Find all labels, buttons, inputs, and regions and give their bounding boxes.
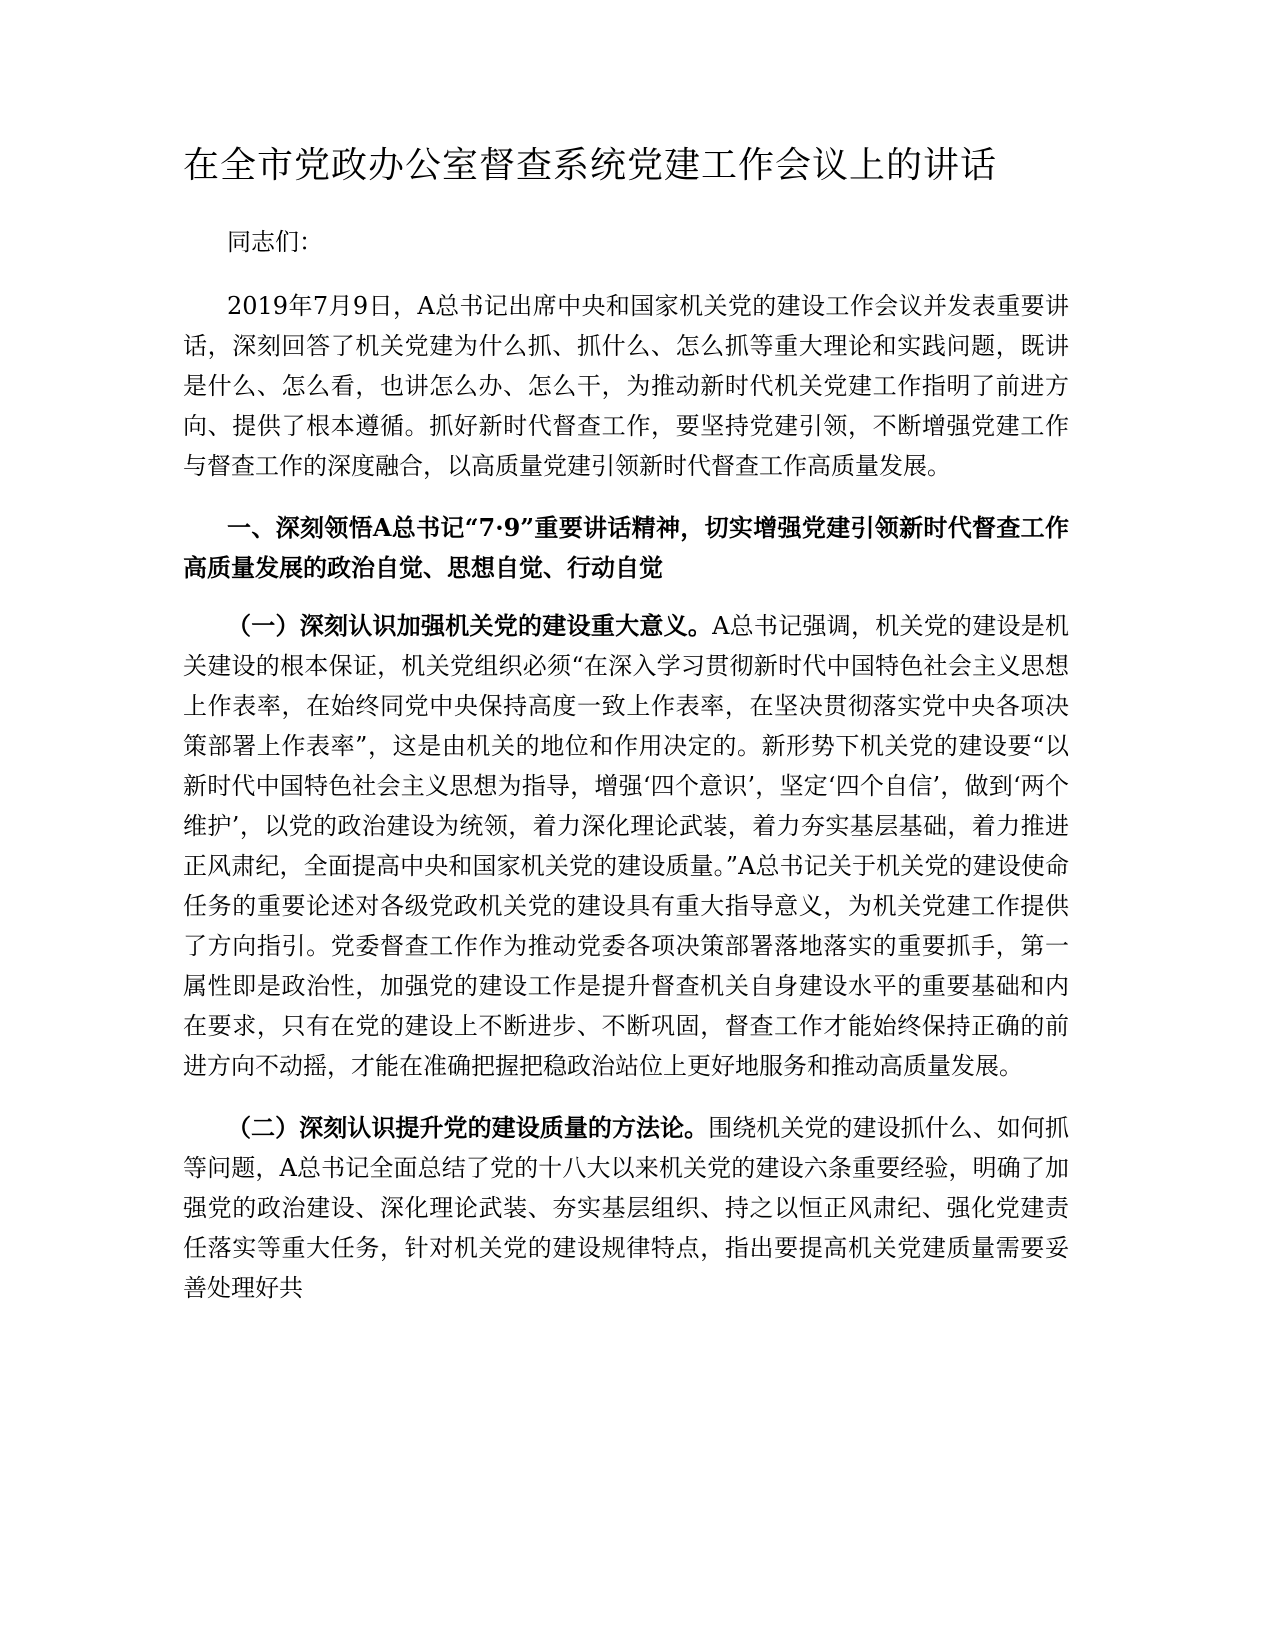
section-1-heading: 一、深刻领悟A总书记“7·9”重要讲话精神，切实增强党建引领新时代督查工作高质量发展的政治自觉、思想自觉、行动自觉	[183, 513, 1069, 582]
document-title: 在全市党政办公室督查系统党建工作会议上的讲话	[183, 145, 998, 186]
subsection-1-paragraph	[183, 606, 1069, 1086]
subsection-1-body: A总书记强调，机关党的建设是机关建设的根本保证，机关党组织必须“在深入学习贯彻新时代中国特色社会主义思想上作表率，在始终同党中央保持高度一致上作表率，在坚决贯彻落实党中央各项决策部署上作表率”，这是由机关的地位和作用决定的。新形势下机关党的建设要“以新时代中国特色社会主义思想为指导，增强‘四个意识’，坚定‘四个自信’，做到‘两个维护’，以党的政治建设为统领，着力深化理论武装，着力夯实基层基础，着力推进正风肃纪，全面提高中央和国家机关党的建设质量。”A总书记关于机关党的建设使命任务的重要论述对各级党政机关党的建设具有重大指导意义，为机关党建工作提供了方向指引。党委督查工作作为推动党委各项决策部署落地落实的重要抓手，第一属性即是政治性，加强党的建设工作是提升督查机关自身建设水平的重要基础和内在要求，只有在党的建设上不断进步、不断巩固，督查工作才能始终保持正确的前进方向不动摇，才能在准确把握把稳政治站位上更好地服务和推动高质量发展。	[183, 612, 1069, 1080]
salutation: 同志们：	[227, 228, 323, 256]
subsection-2-heading: （二）深刻认识提升党的建设质量的方法论。	[227, 1113, 709, 1142]
intro-paragraph: 2019年7月9日，A总书记出席中央和国家机关党的建设工作会议并发表重要讲话，深刻回答了机关党建为什么抓、抓什么、怎么抓等重大理论和实践问题，既讲是什么、怎么看，也讲怎么办、怎么干，为推动新时代机关党建工作指明了前进方向、提供了根本遵循。抓好新时代督查工作，要坚持党建引领，不断增强党建工作与督查工作的深度融合，以高质量党建引领新时代督查工作高质量发展。	[183, 292, 1069, 480]
subsection-1-heading: （一）深刻认识加强机关党的建设重大意义。	[227, 611, 713, 640]
subsection-2-body: 围绕机关党的建设抓什么、如何抓等问题，A总书记全面总结了党的十八大以来机关党的建设六条重要经验，明确了加强党的政治建设、深化理论武装、夯实基层组织、持之以恒正风肃纪、强化党建责任落实等重大任务，针对机关党的建设规律特点，指出要提高机关党建质量需要妥善处理好共	[183, 1114, 1070, 1302]
subsection-2-paragraph	[183, 1108, 1069, 1308]
document-page	[183, 140, 1069, 1330]
